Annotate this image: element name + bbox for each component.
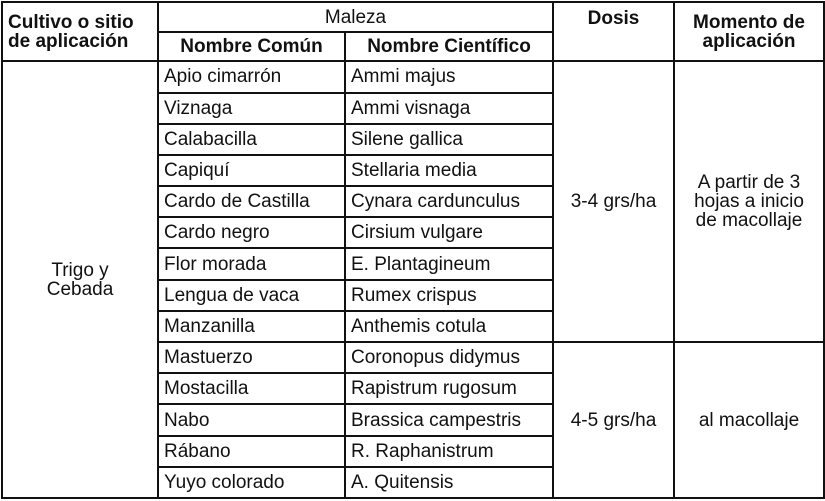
scientific-name-cell: A. Quitensis (345, 467, 553, 498)
scientific-name-cell: R. Raphanistrum (345, 436, 553, 467)
weed-header: Maleza (158, 2, 553, 32)
scientific-name-cell: Coronopus didymus (345, 342, 553, 373)
common-name-cell: Yuyo colorado (158, 467, 345, 498)
scientific-name-cell: Cynara cardunculus (345, 186, 553, 217)
scientific-name-cell: Rumex crispus (345, 280, 553, 311)
common-name-cell: Cardo de Castilla (158, 186, 345, 217)
scientific-name-cell: Ammi majus (345, 61, 553, 92)
common-name-cell: Lengua de vaca (158, 280, 345, 311)
crop-cell: Trigo y Cebada (2, 61, 158, 498)
common-name-cell: Manzanilla (158, 311, 345, 342)
dose-cell: 4-5 grs/ha (553, 342, 674, 498)
scientific-name-cell: Silene gallica (345, 124, 553, 155)
scientific-name-cell: Brassica campestris (345, 404, 553, 435)
dose-header: Dosis (553, 2, 674, 61)
common-name-cell: Flor morada (158, 248, 345, 279)
scientific-name-header: Nombre Científico (345, 32, 553, 61)
scientific-name-cell: Rapistrum rugosum (345, 373, 553, 404)
crop-header: Cultivo o sitio de aplicación (2, 2, 158, 61)
scientific-name-cell: Cirsium vulgare (345, 217, 553, 248)
scientific-name-cell: Stellaria media (345, 155, 553, 186)
common-name-cell: Calabacilla (158, 124, 345, 155)
scientific-name-cell: Ammi visnaga (345, 93, 553, 124)
scientific-name-cell: Anthemis cotula (345, 311, 553, 342)
weed-control-table (1, 1, 825, 499)
common-name-cell: Cardo negro (158, 217, 345, 248)
common-name-cell: Rábano (158, 436, 345, 467)
moment-cell: A partir de 3 hojas a inicio de macollaje (674, 61, 824, 342)
common-name-cell: Capiquí (158, 155, 345, 186)
moment-header: Momento de aplicación (674, 2, 824, 61)
dose-cell: 3-4 grs/ha (553, 61, 674, 342)
table-row (2, 61, 824, 92)
common-name-cell: Mostacilla (158, 373, 345, 404)
moment-cell: al macollaje (674, 342, 824, 498)
scientific-name-cell: E. Plantagineum (345, 248, 553, 279)
common-name-header: Nombre Común (158, 32, 345, 61)
common-name-cell: Apio cimarrón (158, 61, 345, 92)
common-name-cell: Nabo (158, 404, 345, 435)
common-name-cell: Mastuerzo (158, 342, 345, 373)
common-name-cell: Viznaga (158, 93, 345, 124)
